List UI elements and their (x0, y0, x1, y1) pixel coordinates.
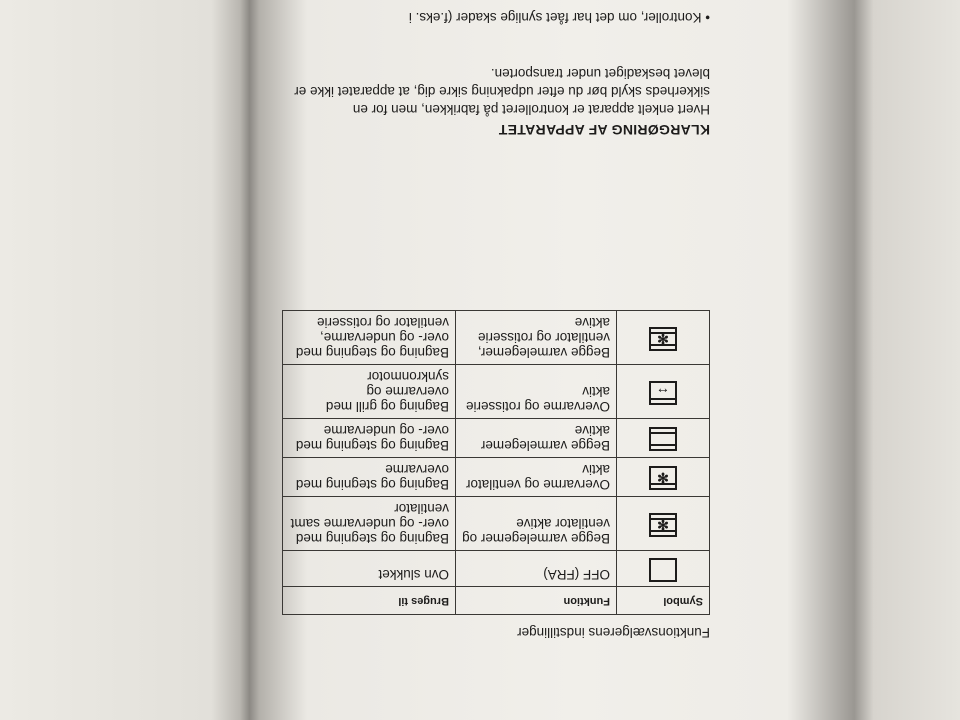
bruges-cell: Bagning og stegning med overvarme (283, 458, 456, 497)
symbol-cell (617, 458, 710, 497)
funktion-cell: Overvarme og ventilator aktiv (456, 458, 617, 497)
intro-paragraph: Hvert enkelt apparat er kontrolleret på fabrikken, men for en sikkerheds skyld bør du efter udpakning sikre dig, at apparatet ikke er blevet beskadiget under transporten. (294, 66, 710, 117)
table-row (283, 458, 710, 497)
rotisserie-icon: ↔ (649, 381, 677, 405)
funktion-cell: Begge varmelegemer aktive (456, 419, 617, 458)
symbol-cell (617, 497, 710, 551)
header-symbol: Symbol (617, 587, 710, 615)
bruges-cell: Ovn slukket (283, 551, 456, 587)
top-bottom-icon (649, 428, 677, 452)
table-row (283, 419, 710, 458)
symbol-cell (617, 419, 710, 458)
funktion-cell: Overvarme og rotisserie aktiv (456, 365, 617, 419)
fan-rotisserie-icon: ✻ (649, 327, 677, 351)
table-header-row (283, 587, 710, 615)
bruges-cell: Bagning og grill med overvarme og synkronmotor (283, 365, 456, 419)
table-caption: Funktionsvælgerens indstillinger (517, 625, 710, 640)
bullet-text: Kontroller, om det har fået synlige skader (f.eks. i (408, 10, 702, 25)
bruges-cell: Bagning og stegning med over- og undervarme (283, 419, 456, 458)
funktion-cell: Begge varmelegemer og ventilator aktive (456, 497, 617, 551)
symbol-cell (617, 311, 710, 365)
fan-top-icon: ✻ (649, 467, 677, 491)
symbol-cell (617, 365, 710, 419)
fan-top-bottom-icon: ✻ (649, 513, 677, 537)
bullet-item: • Kontroller, om det har fået synlige skader (f.eks. i (408, 10, 710, 25)
bruges-cell: Bagning og stegning med over- og undervarme samt ventilator (283, 497, 456, 551)
function-table (282, 310, 710, 615)
table-row (283, 311, 710, 365)
section-title: KLARGØRING AF APPARATET (498, 122, 710, 138)
bruges-cell: Bagning og stegning med over- og undervarme, ventilator og rotisserie (283, 311, 456, 365)
table-row (283, 551, 710, 587)
symbol-cell (617, 551, 710, 587)
header-bruges: Bruges til (283, 587, 456, 615)
funktion-cell: OFF (FRA) (456, 551, 617, 587)
funktion-cell: Begge varmelegemer, ventilator og rotisserie aktive (456, 311, 617, 365)
table-row (283, 365, 710, 419)
header-funktion: Funktion (456, 587, 617, 615)
table-row (283, 497, 710, 551)
empty-square-icon (649, 558, 677, 582)
